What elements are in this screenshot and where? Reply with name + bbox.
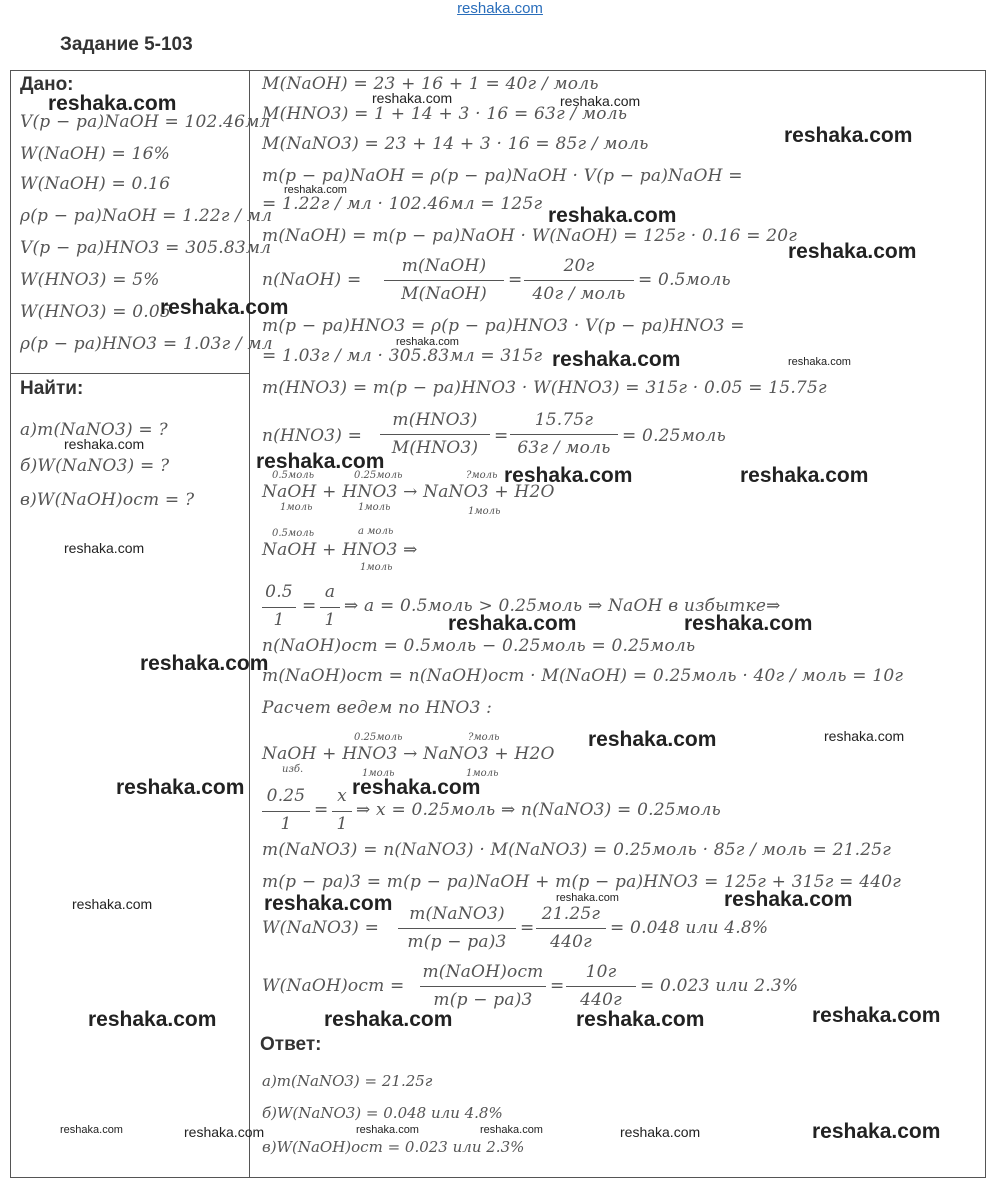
given-line: W(NaOH) = 0.16: [20, 174, 171, 194]
fraction-numerator: m(NaNO3): [409, 904, 505, 924]
find-line: а)m(NaNO3) = ?: [20, 420, 168, 440]
watermark: reshaka.com: [448, 612, 577, 635]
watermark: reshaka.com: [588, 728, 717, 751]
solution-line: n(NaOH)ост = 0.5моль − 0.25моль = 0.25моль: [262, 636, 696, 656]
watermark: reshaka.com: [184, 1124, 265, 1140]
watermark: reshaka.com: [552, 348, 681, 371]
solution-line: M(HNO3) = 1 + 14 + 3 · 16 = 63г / моль: [262, 104, 628, 124]
given-find-divider: [10, 373, 250, 374]
find-line: в)W(NaOH)ост = ?: [20, 490, 195, 510]
formula-left: W(NaOH)ост =: [262, 976, 405, 996]
fraction-numerator: 15.75г: [534, 410, 594, 430]
fraction-bar: [398, 928, 516, 929]
reaction-annotation: 1моль: [362, 768, 395, 779]
fraction-denominator: 1: [273, 610, 285, 630]
watermark: reshaka.com: [256, 450, 385, 473]
watermark: reshaka.com: [284, 184, 347, 196]
watermark: reshaka.com: [88, 1008, 217, 1031]
watermark: reshaka.com: [140, 652, 269, 675]
find-heading: Найти:: [20, 378, 84, 399]
fraction-numerator: 10г: [585, 962, 617, 982]
reaction-annotation: 1моль: [358, 502, 391, 513]
given-line: W(NaOH) = 16%: [20, 144, 170, 164]
fraction-bar: [510, 434, 618, 435]
equals-sign: =: [520, 918, 535, 938]
fraction-denominator: 440г: [580, 990, 622, 1010]
fraction-numerator: m(HNO3): [392, 410, 478, 430]
given-line: V(р − ра)HNO3 = 305.83мл: [20, 238, 272, 258]
answer-line: а)m(NaNO3) = 21.25г: [262, 1072, 433, 1090]
fraction-numerator: 0.25: [266, 786, 306, 806]
formula-result: = 0.25моль: [622, 426, 726, 446]
proportion-result: ⇒ x = 0.25моль ⇒ n(NaNO3) = 0.25моль: [356, 800, 721, 820]
formula-result: = 0.023 или 2.3%: [640, 976, 799, 996]
equals-sign: =: [508, 270, 523, 290]
fraction-bar: [262, 607, 296, 608]
reaction-equation: NaOH + HNO3 ⇒: [262, 540, 418, 560]
reaction-annotation: 1моль: [360, 562, 393, 573]
fraction-bar: [262, 811, 310, 812]
equals-sign: =: [302, 596, 317, 616]
solution-line: = 1.22г / мл · 102.46мл = 125г: [262, 194, 543, 214]
reaction-annotation: изб.: [282, 764, 304, 775]
fraction-denominator: 1: [324, 610, 336, 630]
equals-sign: =: [494, 426, 509, 446]
reaction-annotation: а моль: [358, 526, 394, 537]
given-line: W(HNO3) = 5%: [20, 270, 160, 290]
watermark: reshaka.com: [812, 1120, 941, 1143]
solution-line: Расчет ведем по HNO3 :: [262, 698, 493, 718]
watermark: reshaka.com: [396, 336, 459, 348]
watermark: reshaka.com: [372, 90, 453, 106]
watermark: reshaka.com: [784, 124, 913, 147]
fraction-denominator: 40г / моль: [532, 284, 626, 304]
solution-line: = 1.03г / мл · 305.83мл = 315г: [262, 346, 543, 366]
solution-line: M(NaOH) = 23 + 16 + 1 = 40г / моль: [262, 74, 599, 94]
watermark: reshaka.com: [504, 464, 633, 487]
fraction-numerator: m(NaOH): [401, 256, 487, 276]
fraction-bar: [566, 986, 636, 987]
reaction-annotation: 0.5моль: [272, 528, 315, 539]
watermark: reshaka.com: [560, 93, 641, 109]
fraction-bar: [384, 280, 504, 281]
watermark: reshaka.com: [48, 92, 177, 115]
reaction-annotation: ?моль: [468, 732, 500, 743]
fraction-numerator: 20г: [563, 256, 595, 276]
answer-heading: Ответ:: [260, 1034, 322, 1055]
watermark: reshaka.com: [352, 776, 481, 799]
formula-left: n(NaOH) =: [262, 270, 362, 290]
fraction-numerator: 21.25г: [541, 904, 601, 924]
fraction-bar: [420, 986, 546, 987]
watermark: reshaka.com: [60, 1124, 123, 1136]
fraction-denominator: 1: [336, 814, 348, 834]
fraction-bar: [332, 811, 352, 812]
watermark: reshaka.com: [576, 1008, 705, 1031]
reaction-annotation: 1моль: [466, 768, 499, 779]
solution-line: m(р − ра)HNO3 = ρ(р − ра)HNO3 · V(р − ра)HNO3 =: [262, 316, 745, 336]
solution-line: m(HNO3) = m(р − ра)HNO3 · W(HNO3) = 315г · 0.05 = 15.75г: [262, 378, 827, 398]
watermark: reshaka.com: [788, 356, 851, 368]
reaction-annotation: 1моль: [280, 502, 313, 513]
watermark: reshaka.com: [788, 240, 917, 263]
reaction-equation: NaOH + HNO3 → NaNO3 + H2O: [262, 482, 555, 502]
fraction-numerator: 0.5: [265, 582, 293, 602]
fraction-denominator: 440г: [550, 932, 592, 952]
fraction-numerator: m(NaOH)ост: [422, 962, 544, 982]
watermark: reshaka.com: [740, 464, 869, 487]
formula-result: = 0.5моль: [638, 270, 731, 290]
formula-left: W(NaNO3) =: [262, 918, 380, 938]
given-line: V(р − ра)NaOH = 102.46мл: [20, 112, 271, 132]
watermark: reshaka.com: [824, 728, 905, 744]
solution-line: m(NaOH) = m(р − ра)NaOH · W(NaOH) = 125г · 0.16 = 20г: [262, 226, 798, 246]
formula-result: = 0.048 или 4.8%: [610, 918, 769, 938]
reaction-annotation: ?моль: [466, 470, 498, 481]
watermark: reshaka.com: [72, 896, 153, 912]
given-heading: Дано:: [20, 74, 74, 95]
solution-line: m(NaNO3) = n(NaNO3) · M(NaNO3) = 0.25моль · 85г / моль = 21.25г: [262, 840, 892, 860]
watermark: reshaka.com: [548, 204, 677, 227]
watermark: reshaka.com: [64, 436, 145, 452]
fraction-denominator: m(р − ра)3: [433, 990, 533, 1010]
given-line: ρ(р − ра)NaOH = 1.22г / мл: [20, 206, 273, 226]
fraction-denominator: 1: [280, 814, 292, 834]
watermark: reshaka.com: [620, 1124, 701, 1140]
formula-left: n(HNO3) =: [262, 426, 363, 446]
watermark: reshaka.com: [724, 888, 853, 911]
watermark: reshaka.com: [264, 892, 393, 915]
given-line: ρ(р − ра)HNO3 = 1.03г / мл: [20, 334, 273, 354]
fraction-denominator: m(р − ра)3: [407, 932, 507, 952]
watermark: reshaka.com: [324, 1008, 453, 1031]
watermark: reshaka.com: [684, 612, 813, 635]
fraction-numerator: а: [324, 582, 336, 602]
find-line: б)W(NaNO3) = ?: [20, 456, 170, 476]
fraction-numerator: x: [337, 786, 347, 806]
solution-line: m(р − ра)NaOH = ρ(р − ра)NaOH · V(р − ра)NaOH =: [262, 166, 743, 186]
column-divider: [249, 70, 250, 1178]
answer-line: б)W(NaNO3) = 0.048 или 4.8%: [262, 1104, 503, 1122]
reaction-annotation: 0.5моль: [272, 470, 315, 481]
fraction-denominator: 63г / моль: [517, 438, 611, 458]
reaction-equation: NaOH + HNO3 → NaNO3 + H2O: [262, 744, 555, 764]
fraction-bar: [320, 607, 340, 608]
solution-line: m(NaOH)ост = n(NaOH)ост · M(NaOH) = 0.25моль · 40г / моль = 10г: [262, 666, 904, 686]
fraction-bar: [536, 928, 606, 929]
watermark: reshaka.com: [160, 296, 289, 319]
watermark: reshaka.com: [480, 1124, 543, 1136]
solution-line: m(р − ра)3 = m(р − ра)NaOH + m(р − ра)HNO3 = 125г + 315г = 440г: [262, 872, 902, 892]
watermark: reshaka.com: [116, 776, 245, 799]
watermark: reshaka.com: [64, 540, 145, 556]
reaction-annotation: 0.25моль: [354, 470, 403, 481]
fraction-bar: [524, 280, 634, 281]
answer-line: в)W(NaOH)ост = 0.023 или 2.3%: [262, 1138, 525, 1156]
watermark: reshaka.com: [356, 1124, 419, 1136]
fraction-bar: [380, 434, 490, 435]
solution-line: M(NaNO3) = 23 + 14 + 3 · 16 = 85г / моль: [262, 134, 649, 154]
given-line: W(HNO3) = 0.05: [20, 302, 171, 322]
equals-sign: =: [314, 800, 329, 820]
reaction-annotation: 1моль: [468, 506, 501, 517]
site-link[interactable]: reshaka.com: [457, 0, 543, 17]
reaction-annotation: 0.25моль: [354, 732, 403, 743]
fraction-denominator: M(HNO3): [391, 438, 479, 458]
task-title: Задание 5-103: [60, 34, 193, 55]
watermark: reshaka.com: [556, 892, 619, 904]
fraction-denominator: M(NaOH): [401, 284, 487, 304]
equals-sign: =: [550, 976, 565, 996]
watermark: reshaka.com: [812, 1004, 941, 1027]
proportion-result: ⇒ а = 0.5моль > 0.25моль ⇒ NaOH в избытке⇒: [344, 596, 781, 616]
